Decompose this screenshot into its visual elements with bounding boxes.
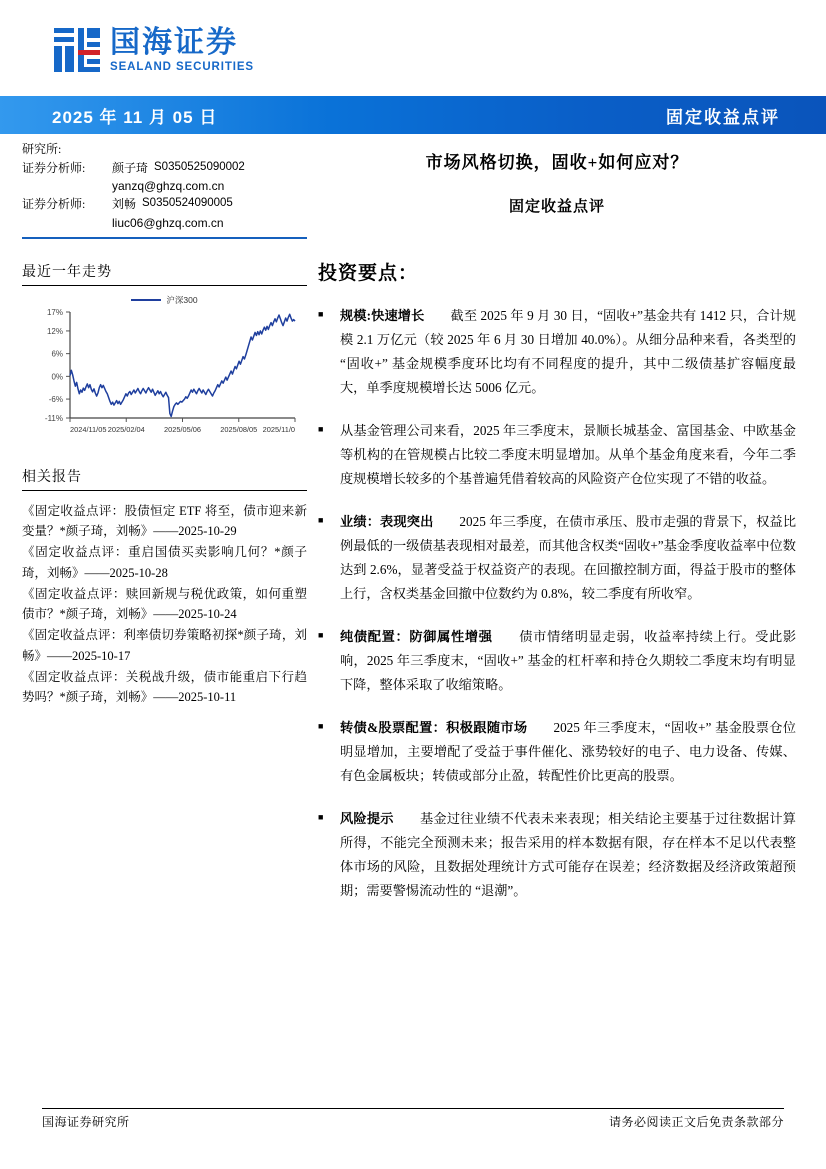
bullet-square-icon: ■ — [318, 630, 324, 641]
svg-text:2025/02/04: 2025/02/04 — [107, 424, 145, 434]
svg-text:2025/11/0: 2025/11/0 — [262, 424, 295, 434]
highlight-body — [340, 807, 796, 903]
chart-legend — [22, 294, 307, 306]
svg-text:2024/11/05: 2024/11/05 — [70, 424, 107, 434]
institute-row — [22, 140, 307, 159]
svg-text:12%: 12% — [46, 326, 63, 336]
analyst-name: 刘畅 — [112, 197, 137, 212]
highlight-lead: 转债&股票配置：积极跟随市场 — [340, 720, 528, 736]
analyst-row — [22, 195, 307, 214]
highlight-body — [340, 625, 796, 697]
list-item[interactable]: 《固定收益点评：重启国债买卖影响几何？*颜子琦，刘畅》——2025-10-28 — [22, 545, 307, 580]
highlight-body — [340, 716, 796, 788]
main-content — [318, 140, 796, 903]
bullet-square-icon: ■ — [318, 515, 324, 526]
page-title: 市场风格切换，固收+如何应对？ — [425, 153, 689, 172]
highlight-text: 基金过往业绩不代表未来表现；相关结论主要基于过往数据计算所得，不能完全预测未来；报告采用的样本数据有限，存在样本不足以代表整体市场的风险，且数据处理统计方式可能存在误差；经济数据及经济政策超预期；需要警惕流动性的 “退潮”。 — [340, 811, 796, 899]
legend-swatch-icon — [131, 299, 161, 301]
highlight-body — [340, 304, 796, 400]
svg-text:17%: 17% — [46, 307, 63, 317]
list-item[interactable]: 《固定收益点评：关税战升级，债市能重启下行趋势吗？*颜子琦，刘畅》——2025-10-11 — [22, 669, 307, 705]
highlight-item — [318, 419, 796, 491]
svg-text:2025/08/05: 2025/08/05 — [220, 424, 258, 434]
bullet-square-icon: ■ — [318, 721, 324, 732]
analyst-email[interactable]: yanzq@ghzq.com.cn — [112, 179, 225, 194]
footer-disclaimer: 请务必阅读正文后免责条款部分 — [608, 1115, 784, 1129]
highlight-text: 2025 年三季度末，“固收+” 基金股票仓位明显增加，主要增配了受益于事件催化、涨势较好的电子、电力设备、传媒、有色金属板块；转债或部分止盈，转配性价比更高的股票。 — [340, 720, 796, 784]
related-reports-heading: 相关报告 — [22, 469, 82, 485]
highlight-item — [318, 510, 796, 606]
highlight-body — [340, 419, 796, 491]
legend-label: 沪深300 — [166, 294, 198, 305]
highlight-lead: 风险提示 — [340, 811, 394, 827]
highlight-item — [318, 304, 796, 400]
highlight-lead: 纯债配置：防御属性增强 — [340, 629, 493, 645]
bullet-square-icon: ■ — [318, 812, 324, 823]
analyst-row — [22, 159, 307, 178]
svg-text:0%: 0% — [51, 372, 63, 382]
list-item[interactable]: 《固定收益点评：赎回新规与税优政策，如何重塑债市？*颜子琦，刘畅》——2025-10-24 — [22, 586, 307, 622]
highlight-item — [318, 625, 796, 697]
related-reports-list — [22, 501, 307, 708]
svg-text:2025/05/06: 2025/05/06 — [164, 424, 201, 434]
company-logo — [54, 26, 254, 74]
svg-text:-6%: -6% — [48, 394, 63, 404]
page-footer — [42, 1113, 784, 1130]
brand-name-en: SEALAND SECURITIES — [110, 60, 254, 73]
report-header-bar — [0, 96, 826, 134]
trend-heading-rule — [22, 285, 307, 286]
bullet-square-icon: ■ — [318, 424, 324, 435]
highlight-text: 截至 2025 年 9 月 30 日，“固收+”基金共有 1412 只，合计规模 2.1 万亿元（较 2025 年 6 月 30 日增加 40.0%）。从细分品种来看，各类型的 “固收+” 基金规模季度环比均有不同程度的提升，其中二级债基扩容幅度最大，单季度规模增长达 5006 亿元。 — [340, 308, 796, 396]
svg-text:6%: 6% — [51, 349, 63, 359]
highlight-item — [318, 807, 796, 903]
report-series-label: 固定收益点评 — [666, 107, 780, 127]
highlight-text: 从基金管理公司来看，2025 年三季度末，景顺长城基金、富国基金、中欧基金等机构的在管规模占比较二季度末明显增加。从单个基金角度来看，今年二季度规模增长较多的个基普遍凭借着较高的风险资产仓位实现了不错的收益。 — [340, 423, 796, 487]
list-item[interactable]: 《固定收益点评：利率债切券策略初探*颜子琦，刘畅》——2025-10-17 — [22, 628, 307, 663]
price-trend-chart — [22, 292, 307, 444]
analyst-license-code: S0350524090005 — [142, 197, 233, 210]
highlight-lead: 规模:快速增长 — [340, 308, 425, 323]
analyst-label: 证券分析师: — [22, 160, 86, 175]
analyst-label: 证券分析师: — [22, 197, 86, 212]
institute-label: 研究所: — [22, 142, 62, 156]
highlight-lead: 业绩：表现突出 — [340, 514, 434, 530]
left-sidebar — [22, 140, 307, 708]
bullet-square-icon: ■ — [318, 309, 324, 319]
footer-divider — [42, 1108, 784, 1109]
analyst-name: 颜子琦 — [112, 160, 149, 175]
investment-highlights-heading: 投资要点： — [318, 263, 419, 284]
sealand-logo-mark — [54, 26, 100, 74]
trend-section-heading: 最近一年走势 — [22, 264, 112, 280]
list-item[interactable]: 《固定收益点评：股债恒定 ETF 将至，债市迎来新变量？*颜子琦，刘畅》——2025-10-29 — [22, 503, 307, 539]
highlight-item — [318, 716, 796, 788]
analyst-license-code: S0350525090002 — [154, 160, 245, 173]
report-date: 2025 年 11 月 05 日 — [52, 107, 218, 127]
analyst-info-block — [22, 140, 307, 239]
related-heading-rule — [22, 490, 307, 491]
highlight-body — [340, 510, 796, 606]
footer-institute: 国海证券研究所 — [42, 1115, 130, 1129]
analyst-email[interactable]: liuc06@ghzq.com.cn — [112, 215, 224, 230]
brand-name-cn: 国海证券 — [110, 26, 238, 60]
trend-chart-svg — [22, 306, 307, 444]
page-subtitle: 固定收益点评 — [508, 199, 605, 215]
svg-text:-11%: -11% — [44, 413, 63, 423]
highlight-text: 2025 年三季度，在债市承压、股市走强的背景下，权益比例最低的一级债基表现相对最差，而其他含权类“固收+”基金季度收益率中位数达到 2.6%，显著受益于权益资产的表现。在回撤控制方面，得益于股市的整体上行，含权类基金回撤中位数约为 0.8%，较二季度有所收窄。 — [340, 514, 797, 602]
highlight-text: 债市情绪明显走弱，收益率持续上行。受此影响，2025 年三季度末，“固收+” 基金的杠杆率和持仓久期较二季度末均有明显下降，整体采取了收缩策略。 — [340, 629, 797, 693]
